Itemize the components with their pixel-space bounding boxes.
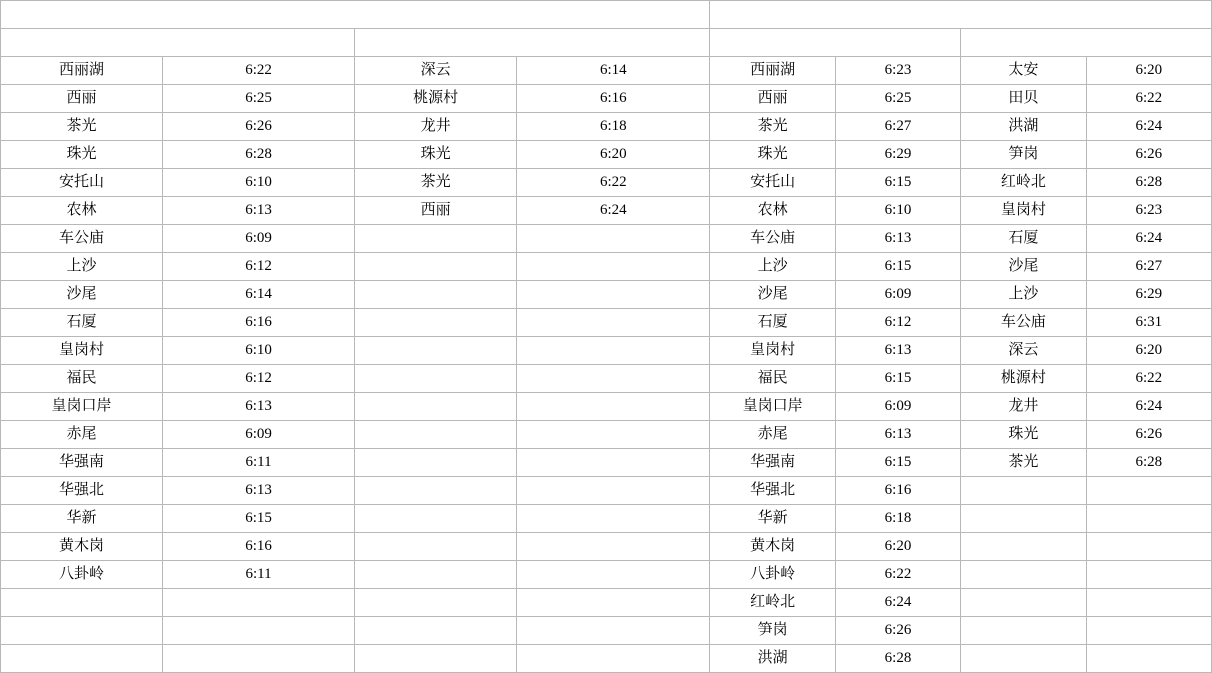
weekday-taian-station: 赤尾 [1, 421, 163, 449]
weekend-taian-station: 华强北 [710, 477, 835, 505]
empty-cell [517, 365, 710, 393]
weekday-xilihu-time: 6:18 [517, 113, 710, 141]
weekend-xilihu-time: 6:28 [1086, 169, 1211, 197]
weekend-taian-station: 西丽湖 [710, 57, 835, 85]
weekend-taian-time: 6:20 [835, 533, 960, 561]
weekend-taian-time: 6:22 [835, 561, 960, 589]
weekday-taian-station: 石厦 [1, 309, 163, 337]
table-row [1, 253, 1212, 281]
weekday-xilihu-time: 6:14 [517, 57, 710, 85]
empty-cell [517, 561, 710, 589]
table-row [1, 309, 1212, 337]
weekend-taian-station: 珠光 [710, 141, 835, 169]
weekday-taian-time: 6:28 [162, 141, 354, 169]
weekend-taian-time: 6:15 [835, 365, 960, 393]
empty-cell [517, 505, 710, 533]
weekend-taian-time: 6:29 [835, 141, 960, 169]
weekday-taian-station: 安托山 [1, 169, 163, 197]
table-row [1, 561, 1212, 589]
weekend-taian-station: 华新 [710, 505, 835, 533]
weekend-xilihu-time: 6:24 [1086, 393, 1211, 421]
weekend-taian-time: 6:24 [835, 589, 960, 617]
weekend-taian-time: 6:13 [835, 225, 960, 253]
empty-cell [1086, 617, 1211, 645]
weekday-taian-header [1, 29, 355, 57]
weekday-xilihu-time: 6:24 [517, 197, 710, 225]
empty-cell [961, 645, 1086, 673]
empty-cell [1086, 533, 1211, 561]
weekend-xilihu-station: 红岭北 [961, 169, 1086, 197]
empty-cell [517, 533, 710, 561]
empty-cell [517, 477, 710, 505]
empty-cell [355, 393, 517, 421]
weekend-taian-time: 6:23 [835, 57, 960, 85]
weekday-taian-station: 黄木岗 [1, 533, 163, 561]
empty-cell [1086, 589, 1211, 617]
weekend-xilihu-time: 6:24 [1086, 225, 1211, 253]
weekend-taian-station: 赤尾 [710, 421, 835, 449]
weekend-xilihu-time: 6:27 [1086, 253, 1211, 281]
empty-cell [517, 281, 710, 309]
weekday-taian-time: 6:09 [162, 421, 354, 449]
weekend-xilihu-station: 石厦 [961, 225, 1086, 253]
empty-cell [355, 225, 517, 253]
empty-cell [517, 645, 710, 673]
weekday-taian-station: 西丽湖 [1, 57, 163, 85]
weekend-taian-time: 6:15 [835, 169, 960, 197]
weekend-xilihu-time: 6:26 [1086, 421, 1211, 449]
weekday-xilihu-station: 桃源村 [355, 85, 517, 113]
weekend-xilihu-time: 6:22 [1086, 85, 1211, 113]
weekend-taian-station: 安托山 [710, 169, 835, 197]
weekend-xilihu-header [961, 29, 1212, 57]
empty-cell [355, 645, 517, 673]
weekend-xilihu-time: 6:24 [1086, 113, 1211, 141]
weekday-taian-time: 6:13 [162, 393, 354, 421]
weekday-taian-station: 华强南 [1, 449, 163, 477]
weekend-xilihu-time: 6:23 [1086, 197, 1211, 225]
table-row [1, 421, 1212, 449]
weekend-title [710, 1, 1212, 29]
empty-cell [1086, 645, 1211, 673]
weekday-taian-time: 6:09 [162, 225, 354, 253]
weekend-xilihu-station: 皇岗村 [961, 197, 1086, 225]
weekend-xilihu-station: 珠光 [961, 421, 1086, 449]
weekday-taian-time: 6:25 [162, 85, 354, 113]
empty-cell [1086, 477, 1211, 505]
weekend-xilihu-station: 太安 [961, 57, 1086, 85]
weekday-taian-time: 6:13 [162, 477, 354, 505]
weekday-title [1, 1, 710, 29]
table-row [1, 197, 1212, 225]
table-row [1, 477, 1212, 505]
weekend-xilihu-time: 6:31 [1086, 309, 1211, 337]
empty-cell [961, 505, 1086, 533]
weekday-xilihu-time: 6:16 [517, 85, 710, 113]
empty-cell [162, 645, 354, 673]
empty-cell [355, 281, 517, 309]
title-row [1, 1, 1212, 29]
weekday-taian-station: 珠光 [1, 141, 163, 169]
weekend-taian-station: 皇岗村 [710, 337, 835, 365]
weekday-taian-time: 6:11 [162, 561, 354, 589]
weekend-taian-time: 6:10 [835, 197, 960, 225]
weekday-xilihu-station: 茶光 [355, 169, 517, 197]
empty-cell [1086, 505, 1211, 533]
weekend-xilihu-station: 上沙 [961, 281, 1086, 309]
weekend-taian-station: 皇岗口岸 [710, 393, 835, 421]
weekday-xilihu-station: 深云 [355, 57, 517, 85]
empty-cell [355, 421, 517, 449]
empty-cell [517, 225, 710, 253]
empty-cell [355, 561, 517, 589]
empty-cell [355, 253, 517, 281]
weekend-taian-station: 上沙 [710, 253, 835, 281]
weekday-taian-time: 6:10 [162, 337, 354, 365]
weekday-taian-station: 茶光 [1, 113, 163, 141]
weekday-taian-time: 6:11 [162, 449, 354, 477]
table-row [1, 85, 1212, 113]
empty-cell [961, 561, 1086, 589]
weekday-taian-time: 6:16 [162, 533, 354, 561]
weekday-taian-time: 6:12 [162, 253, 354, 281]
weekday-taian-station: 上沙 [1, 253, 163, 281]
table-row [1, 57, 1212, 85]
empty-cell [355, 533, 517, 561]
empty-cell [162, 617, 354, 645]
weekday-taian-time: 6:10 [162, 169, 354, 197]
table-row [1, 113, 1212, 141]
table-row [1, 533, 1212, 561]
table-row [1, 337, 1212, 365]
empty-cell [355, 505, 517, 533]
weekday-taian-time: 6:22 [162, 57, 354, 85]
empty-cell [517, 421, 710, 449]
empty-cell [517, 309, 710, 337]
direction-header-row [1, 29, 1212, 57]
table-row [1, 589, 1212, 617]
weekday-taian-time: 6:26 [162, 113, 354, 141]
weekend-taian-station: 笋岗 [710, 617, 835, 645]
weekend-taian-station: 茶光 [710, 113, 835, 141]
weekday-taian-time: 6:15 [162, 505, 354, 533]
empty-cell [961, 477, 1086, 505]
weekend-xilihu-station: 笋岗 [961, 141, 1086, 169]
empty-cell [355, 337, 517, 365]
weekday-taian-station: 皇岗口岸 [1, 393, 163, 421]
table-row [1, 505, 1212, 533]
weekend-taian-time: 6:15 [835, 449, 960, 477]
weekday-taian-station: 八卦岭 [1, 561, 163, 589]
weekday-taian-station: 皇岗村 [1, 337, 163, 365]
weekend-taian-station: 华强南 [710, 449, 835, 477]
weekend-xilihu-station: 桃源村 [961, 365, 1086, 393]
empty-cell [517, 393, 710, 421]
weekend-xilihu-station: 田贝 [961, 85, 1086, 113]
weekend-taian-station: 红岭北 [710, 589, 835, 617]
weekday-taian-time: 6:12 [162, 365, 354, 393]
table-row [1, 169, 1212, 197]
empty-cell [355, 589, 517, 617]
weekend-taian-time: 6:18 [835, 505, 960, 533]
weekend-taian-time: 6:26 [835, 617, 960, 645]
weekend-taian-header [710, 29, 961, 57]
empty-cell [517, 589, 710, 617]
empty-cell [517, 617, 710, 645]
empty-cell [355, 309, 517, 337]
weekend-xilihu-station: 洪湖 [961, 113, 1086, 141]
weekday-taian-station: 车公庙 [1, 225, 163, 253]
empty-cell [355, 365, 517, 393]
empty-cell [517, 337, 710, 365]
weekend-taian-time: 6:13 [835, 337, 960, 365]
weekend-taian-station: 农林 [710, 197, 835, 225]
weekend-xilihu-station: 车公庙 [961, 309, 1086, 337]
weekday-xilihu-station: 龙井 [355, 113, 517, 141]
weekday-taian-station: 华强北 [1, 477, 163, 505]
weekend-taian-time: 6:15 [835, 253, 960, 281]
empty-cell [1, 645, 163, 673]
table-row [1, 393, 1212, 421]
weekend-taian-station: 车公庙 [710, 225, 835, 253]
weekday-taian-station: 福民 [1, 365, 163, 393]
weekend-taian-time: 6:13 [835, 421, 960, 449]
weekend-taian-time: 6:28 [835, 645, 960, 673]
weekday-taian-station: 沙尾 [1, 281, 163, 309]
weekend-taian-station: 西丽 [710, 85, 835, 113]
weekday-xilihu-header [355, 29, 710, 57]
empty-cell [355, 449, 517, 477]
table-row [1, 365, 1212, 393]
empty-cell [1, 589, 163, 617]
weekend-taian-time: 6:09 [835, 393, 960, 421]
weekday-taian-station: 农林 [1, 197, 163, 225]
weekday-taian-time: 6:13 [162, 197, 354, 225]
table-row [1, 281, 1212, 309]
empty-cell [162, 589, 354, 617]
weekday-taian-station: 华新 [1, 505, 163, 533]
weekend-xilihu-station: 茶光 [961, 449, 1086, 477]
weekend-xilihu-time: 6:29 [1086, 281, 1211, 309]
weekday-xilihu-time: 6:20 [517, 141, 710, 169]
weekend-xilihu-time: 6:26 [1086, 141, 1211, 169]
weekend-xilihu-time: 6:28 [1086, 449, 1211, 477]
empty-cell [961, 533, 1086, 561]
weekend-taian-time: 6:09 [835, 281, 960, 309]
weekend-taian-time: 6:12 [835, 309, 960, 337]
weekday-xilihu-station: 珠光 [355, 141, 517, 169]
table-row [1, 449, 1212, 477]
table-row [1, 617, 1212, 645]
weekend-xilihu-station: 深云 [961, 337, 1086, 365]
empty-cell [1, 617, 163, 645]
weekday-taian-time: 6:16 [162, 309, 354, 337]
weekday-taian-time: 6:14 [162, 281, 354, 309]
weekend-xilihu-station: 沙尾 [961, 253, 1086, 281]
table-row [1, 645, 1212, 673]
weekend-xilihu-station: 龙井 [961, 393, 1086, 421]
empty-cell [517, 253, 710, 281]
weekend-taian-station: 沙尾 [710, 281, 835, 309]
weekend-taian-station: 石厦 [710, 309, 835, 337]
empty-cell [961, 617, 1086, 645]
weekend-taian-station: 八卦岭 [710, 561, 835, 589]
weekday-taian-station: 西丽 [1, 85, 163, 113]
empty-cell [355, 617, 517, 645]
weekend-taian-time: 6:16 [835, 477, 960, 505]
empty-cell [1086, 561, 1211, 589]
weekend-taian-station: 福民 [710, 365, 835, 393]
weekend-taian-time: 6:27 [835, 113, 960, 141]
table-row [1, 141, 1212, 169]
weekend-xilihu-time: 6:20 [1086, 337, 1211, 365]
weekend-xilihu-time: 6:20 [1086, 57, 1211, 85]
weekend-taian-station: 洪湖 [710, 645, 835, 673]
weekday-xilihu-station: 西丽 [355, 197, 517, 225]
weekend-xilihu-time: 6:22 [1086, 365, 1211, 393]
weekend-taian-station: 黄木岗 [710, 533, 835, 561]
weekend-taian-time: 6:25 [835, 85, 960, 113]
weekday-xilihu-time: 6:22 [517, 169, 710, 197]
table-row [1, 225, 1212, 253]
empty-cell [517, 449, 710, 477]
empty-cell [355, 477, 517, 505]
empty-cell [961, 589, 1086, 617]
